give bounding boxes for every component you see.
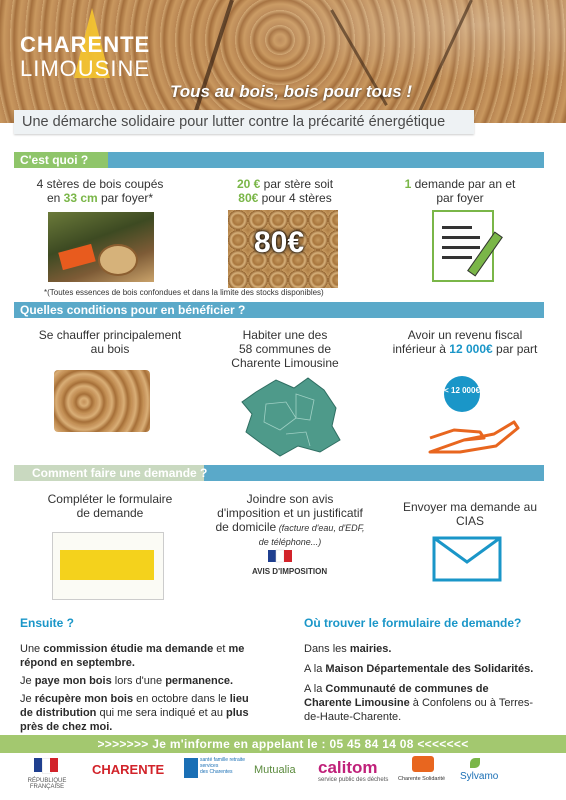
s1-col3-text: 1 demande par an et par foyer <box>404 177 516 205</box>
coin-label: < 12 000€ <box>444 386 480 395</box>
ensuite-title: Ensuite ? <box>20 616 75 630</box>
logo-line-1: CHARENTE <box>20 32 151 57</box>
s2-col2-text: Habiter une des 58 communes de Charente Limousine <box>231 328 339 370</box>
republique-logo: RÉPUBLIQUE FRANÇAISE <box>27 778 67 790</box>
hand-coin-icon <box>424 372 520 458</box>
charente-solidarite-icon <box>412 756 434 772</box>
calitom-subtitle: service public des déchets <box>318 777 389 783</box>
section-title: Quelles conditions pour en bénéficier ? <box>20 303 246 317</box>
s3-col2-text: Joindre son avis d'imposition et un justificatif de domicile (facture d'eau, d'EDF, de téléphone...) <box>215 492 365 547</box>
tagline: Tous au bois, bois pour tous ! <box>170 82 413 101</box>
section-title: Comment faire une demande ? <box>32 466 208 480</box>
tax-notice-label: AVIS D'IMPOSITION <box>252 567 328 576</box>
msa-logo-icon <box>184 758 198 778</box>
ou-trouver-title: Où trouver le formulaire de demande? <box>304 616 522 630</box>
woodpile-price-label: 80€ <box>254 226 305 259</box>
log-shape <box>98 244 138 276</box>
republique-flag-icon <box>22 758 72 774</box>
charente-logo: CHARENTE <box>92 762 165 777</box>
log-cross-section-photo <box>54 370 150 432</box>
calitom-logo: calitom <box>318 758 378 777</box>
tax-notice-logo <box>256 546 326 586</box>
form-document-highlight <box>60 550 154 580</box>
ensuite-text: Une commission étudie ma demande et me répond en septembre. Je paye mon bois lors d'une permanence. Je récupère mon bois en octobre dans le lieu de distribution qui me sera indiqué et au plus près de chez moi. <box>20 643 249 733</box>
s1-col1-text: 4 stères de bois coupés en 33 cm par foyer* <box>36 177 164 205</box>
phone-line: >>>>>>> Je m'informe en appelant le : 05 45 84 14 08 <<<<<<< <box>97 737 469 751</box>
envelope-icon <box>432 536 502 582</box>
s3-col1-text: Compléter le formulaire de demande <box>47 492 173 520</box>
s3-col3-text: Envoyer ma demande au CIAS <box>402 500 538 528</box>
sylvamo-logo: Sylvamo <box>460 771 499 782</box>
logo-line-2: LIMOUSINE <box>20 56 151 81</box>
territory-map-icon <box>236 374 346 458</box>
charente-solidarite-logo: Charente Solidarité <box>398 776 446 782</box>
msa-logo-text: santé famille retraite services des Charentes <box>200 757 246 775</box>
subtitle: Une démarche solidaire pour lutter contre la précarité énergétique <box>22 114 446 130</box>
chainsaw-photo <box>48 212 154 282</box>
s2-col1-text: Se chauffer principalement au bois <box>38 328 182 356</box>
ou-trouver-text: Dans les mairies. A la Maison Départementale des Solidarités. A la Communauté de communes de Charente Limousine à Confolens ou à Terres- de-Haute-Charente. <box>304 643 534 723</box>
footnote: *(Toutes essences de bois confondues et dans la limite des stocks disponibles) <box>44 288 324 297</box>
wood-crack <box>418 0 473 112</box>
mutualia-logo: Mutualia <box>254 764 296 776</box>
section-title: C'est quoi ? <box>20 153 89 167</box>
sylvamo-leaf-icon <box>470 758 480 768</box>
s1-col2-text: 20 € par stère soit 80€ pour 4 stères <box>236 177 334 205</box>
s2-col3-text: Avoir un revenu fiscal inférieur à 12 000€ par part <box>392 328 538 356</box>
